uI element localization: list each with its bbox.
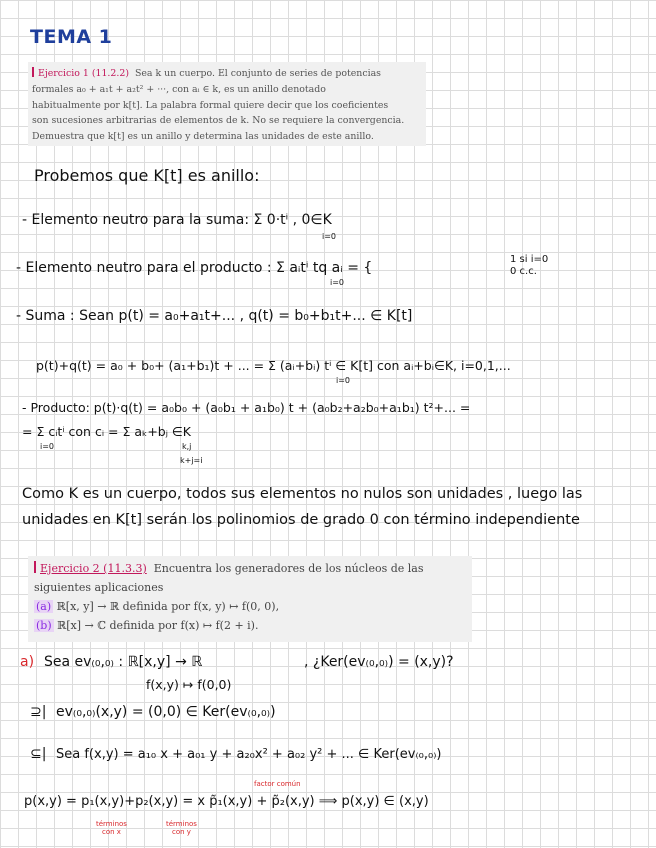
product-equation: = Σ cᵢtⁱ con cᵢ = Σ aₖ+bⱼ ∈K (22, 424, 191, 439)
product-index-i: i=0 (40, 442, 55, 451)
case-line: 1 si i=0 (510, 254, 549, 265)
conclusion-line-2: unidades en K[t] serán los polinomios de grado 0 con término independiente (22, 512, 580, 528)
item-a-label: (a) (36, 600, 52, 613)
exercise-1-line: habitualmente por k[t]. La palabra formal quiere decir que los coeficientes (32, 99, 389, 111)
note-terms-y (166, 820, 197, 836)
exercise-marker (34, 561, 36, 573)
sum-eq-index: i=0 (336, 376, 351, 385)
exercise-1-line: Demuestra que k[t] es un anillo y determina las unidades de este anillo. (32, 131, 374, 143)
note-line: con y (172, 828, 191, 836)
part-a-mapping: f(x,y) ↦ f(0,0) (146, 677, 232, 692)
exercise-1-label: Ejercicio 1 (11.2.2) (38, 68, 129, 79)
sum-equation: p(t)+q(t) = a₀ + b₀+ (a₁+b₁)t + ... = Σ (aᵢ+bᵢ) tⁱ ∈ K[t] con aᵢ+bᵢ∈K, i=0,1,... (36, 358, 511, 373)
part-a-map: Sea ev₍₀,₀₎ : ℝ[x,y] → ℝ (44, 654, 203, 670)
product-index-condition: k+j=i (180, 456, 203, 465)
part-a-question: , ¿Ker(ev₍₀,₀₎) = (x,y)? (304, 654, 454, 670)
note-line: términos (166, 820, 197, 828)
exercise-1-statement (32, 66, 404, 145)
neutral-sum-line: - Elemento neutro para la suma: Σ 0·tⁱ , 0∈K (22, 212, 332, 228)
exercise-marker (32, 67, 34, 77)
exercise-2-text: siguientes aplicaciones (34, 581, 164, 594)
exercise-2-text: Encuentra los generadores de los núcleos de las (153, 562, 424, 575)
common-factor-note: factor común (254, 780, 301, 788)
product-index-kj: k,j (182, 442, 192, 451)
cases-block (510, 254, 548, 278)
note-line: con x (102, 828, 121, 836)
exercise-1-line: son sucesiones arbitrarias de elementos de k. No se requiere la convergencia. (32, 115, 405, 127)
item-a-text: ℝ[x, y] → ℝ definida por f(x, y) ↦ f(0, 0), (56, 600, 280, 613)
product-definition: - Producto: p(t)·q(t) = a₀b₀ + (a₀b₁ + a₁b₀) t + (a₀b₂+a₂b₀+a₁b₁) t²+... = (22, 400, 471, 415)
product-index: i=0 (330, 278, 345, 287)
neutral-product-line: - Elemento neutro para el producto : Σ aᵢtⁱ tq aᵢ = { (16, 260, 373, 276)
decomposition-line: p(x,y) = p₁(x,y)+p₂(x,y) = x p̃₁(x,y) + p̃₂(x,y) ⟹ p(x,y) ∈ (x,y) (24, 794, 429, 809)
exercise-2-label: Ejercicio 2 (11.3.3) (40, 562, 147, 575)
sum-definition: - Suma : Sean p(t) = a₀+a₁t+... , q(t) = b₀+b₁t+... ∈ K[t] (16, 308, 413, 324)
inclusion-subset-label: ⊆| (30, 746, 47, 762)
item-b-label: (b) (36, 619, 52, 632)
note-line: términos (96, 820, 127, 828)
notes-heading: Probemos que K[t] es anillo: (34, 166, 260, 185)
part-a-label: a) (20, 654, 35, 670)
note-terms-x (96, 820, 127, 836)
item-b-text: ℝ[x] → ℂ definida por f(x) ↦ f(2 + i). (57, 619, 259, 632)
exercise-2-statement (34, 559, 424, 635)
conclusion-line-1: Como K es un cuerpo, todos sus elementos no nulos son unidades , luego las (22, 486, 583, 502)
case-line: 0 c.c. (510, 266, 537, 277)
page-title: TEMA 1 (30, 26, 113, 48)
exercise-1-line: formales a₀ + a₁t + a₂t² + ···, con aᵢ ∈ k, es un anillo denotado (32, 83, 326, 95)
sum-index: i=0 (322, 232, 337, 241)
inclusion-subset-line: Sea f(x,y) = a₁₀ x + a₀₁ y + a₂₀x² + a₀₂ y² + ... ∈ Ker(ev₍₀,₀₎) (56, 747, 442, 762)
exercise-1-line: Sea k un cuerpo. El conjunto de series de potencias (134, 68, 381, 79)
inclusion-supset-line: ev₍₀,₀₎(x,y) = (0,0) ∈ Ker(ev₍₀,₀₎) (56, 704, 276, 720)
inclusion-supset-label: ⊇| (30, 704, 47, 720)
